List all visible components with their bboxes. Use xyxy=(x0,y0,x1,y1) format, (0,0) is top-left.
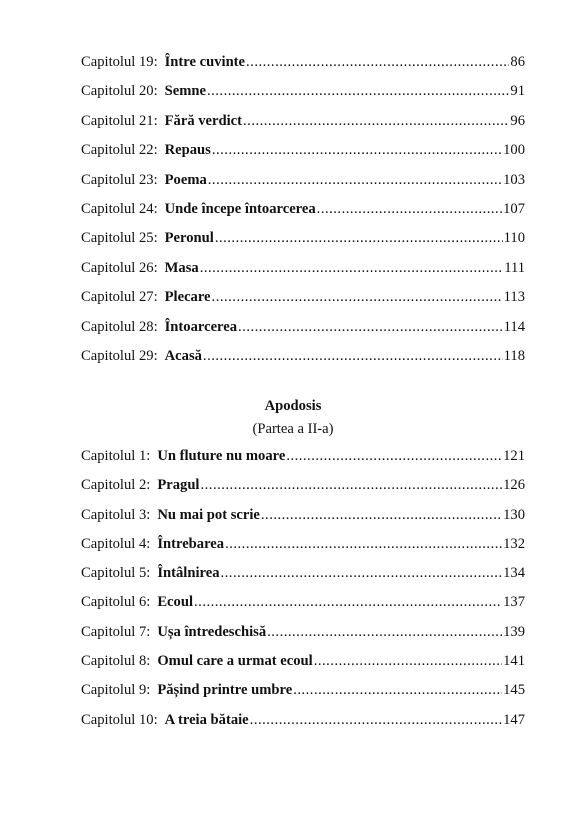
toc-entry xyxy=(81,113,525,142)
page-number: 126 xyxy=(503,477,525,494)
chapter-number: Capitolul 4: xyxy=(81,535,151,552)
dot-leader xyxy=(267,624,502,641)
table-of-contents-part-2 xyxy=(81,448,525,741)
dot-leader xyxy=(212,289,503,306)
toc-entry xyxy=(81,54,525,83)
page-number: 103 xyxy=(503,171,525,188)
page-number: 107 xyxy=(503,200,525,217)
toc-entry xyxy=(81,507,525,536)
chapter-title: Repaus xyxy=(164,142,211,159)
page-number: 145 xyxy=(503,682,525,699)
page-number: 141 xyxy=(503,653,525,670)
chapter-title: Întâlnirea xyxy=(157,565,220,582)
chapter-number: Capitolul 25: xyxy=(81,230,158,247)
page-number: 137 xyxy=(503,594,525,611)
toc-entry xyxy=(81,448,525,477)
toc-entry xyxy=(81,230,525,259)
table-of-contents-part-1 xyxy=(81,54,525,377)
chapter-title: Ecoul xyxy=(157,594,194,611)
page-number: 111 xyxy=(504,259,525,276)
chapter-number: Capitolul 24: xyxy=(81,200,158,217)
dot-leader xyxy=(201,477,503,494)
chapter-number: Capitolul 6: xyxy=(81,594,151,611)
chapter-number: Capitolul 20: xyxy=(81,83,158,100)
dot-leader xyxy=(200,260,504,277)
chapter-number: Capitolul 22: xyxy=(81,142,158,159)
section-title: Apodosis xyxy=(264,398,322,414)
toc-entry xyxy=(81,624,525,653)
toc-entry xyxy=(81,201,525,230)
chapter-number: Capitolul 27: xyxy=(81,289,158,306)
section-subtitle: (Partea a II-a) xyxy=(252,421,334,437)
page-number: 130 xyxy=(503,506,525,523)
toc-entry xyxy=(81,260,525,289)
chapter-title: Unde începe întoarcerea xyxy=(164,200,316,217)
chapter-number: Capitolul 2: xyxy=(81,477,151,494)
chapter-title: Peronul xyxy=(164,230,214,247)
chapter-number: Capitolul 5: xyxy=(81,565,151,582)
toc-entry xyxy=(81,172,525,201)
chapter-title: Pragul xyxy=(157,477,200,494)
dot-leader xyxy=(250,712,502,729)
chapter-number: Capitolul 28: xyxy=(81,318,158,335)
chapter-title: Masa xyxy=(164,259,199,276)
page-number: 113 xyxy=(503,289,525,306)
chapter-number: Capitolul 23: xyxy=(81,171,158,188)
chapter-title: Nu mai pot scrie xyxy=(157,506,260,523)
dot-leader xyxy=(208,172,502,189)
chapter-title: Omul care a urmat ecoul xyxy=(157,653,313,670)
page-number: 86 xyxy=(510,54,525,70)
chapter-title: Întoarcerea xyxy=(164,318,238,335)
toc-entry xyxy=(81,712,525,741)
dot-leader xyxy=(238,319,503,336)
page-number: 114 xyxy=(503,318,525,335)
dot-leader xyxy=(293,682,502,699)
dot-leader xyxy=(317,201,502,218)
page-number: 110 xyxy=(503,230,525,247)
page-number: 121 xyxy=(503,448,525,464)
toc-entry xyxy=(81,536,525,565)
dot-leader xyxy=(246,54,509,71)
chapter-title: A treia bătaie xyxy=(164,711,249,728)
page-number: 91 xyxy=(510,83,525,100)
dot-leader xyxy=(243,113,509,130)
dot-leader xyxy=(203,348,503,365)
chapter-number: Capitolul 26: xyxy=(81,259,158,276)
dot-leader xyxy=(225,536,502,553)
chapter-title: Un fluture nu moare xyxy=(157,448,286,464)
toc-entry xyxy=(81,142,525,171)
toc-entry xyxy=(81,348,525,377)
toc-entry xyxy=(81,565,525,594)
chapter-title: Ușa întredeschisă xyxy=(157,623,267,640)
dot-leader xyxy=(286,448,502,465)
page-number: 147 xyxy=(503,711,525,728)
chapter-title: Pășind printre umbre xyxy=(157,682,293,699)
chapter-title: Între cuvinte xyxy=(164,54,246,70)
page-number: 118 xyxy=(503,347,525,364)
toc-entry xyxy=(81,319,525,348)
chapter-title: Poema xyxy=(164,171,207,188)
chapter-number: Capitolul 9: xyxy=(81,682,151,699)
chapter-number: Capitolul 8: xyxy=(81,653,151,670)
chapter-number: Capitolul 7: xyxy=(81,623,151,640)
toc-entry xyxy=(81,682,525,711)
chapter-number: Capitolul 21: xyxy=(81,112,158,129)
dot-leader xyxy=(194,594,502,611)
dot-leader xyxy=(261,507,502,524)
toc-entry xyxy=(81,289,525,318)
page-number: 96 xyxy=(510,112,525,129)
chapter-number: Capitolul 1: xyxy=(81,448,151,464)
page-number: 139 xyxy=(503,623,525,640)
dot-leader xyxy=(221,565,503,582)
dot-leader xyxy=(215,230,503,247)
dot-leader xyxy=(207,83,509,100)
chapter-number: Capitolul 3: xyxy=(81,506,151,523)
page-number: 100 xyxy=(503,142,525,159)
chapter-title: Semne xyxy=(164,83,206,100)
toc-entry xyxy=(81,83,525,112)
chapter-number: Capitolul 10: xyxy=(81,711,158,728)
chapter-number: Capitolul 19: xyxy=(81,54,158,70)
toc-entry xyxy=(81,653,525,682)
chapter-title: Plecare xyxy=(164,289,211,306)
page-number: 132 xyxy=(503,535,525,552)
page-number: 134 xyxy=(503,565,525,582)
toc-entry xyxy=(81,477,525,506)
chapter-title: Întrebarea xyxy=(157,535,225,552)
chapter-title: Fără verdict xyxy=(164,112,243,129)
chapter-title: Acasă xyxy=(164,347,202,364)
toc-entry xyxy=(81,594,525,623)
chapter-number: Capitolul 29: xyxy=(81,347,158,364)
dot-leader xyxy=(212,142,502,159)
dot-leader xyxy=(314,653,502,670)
